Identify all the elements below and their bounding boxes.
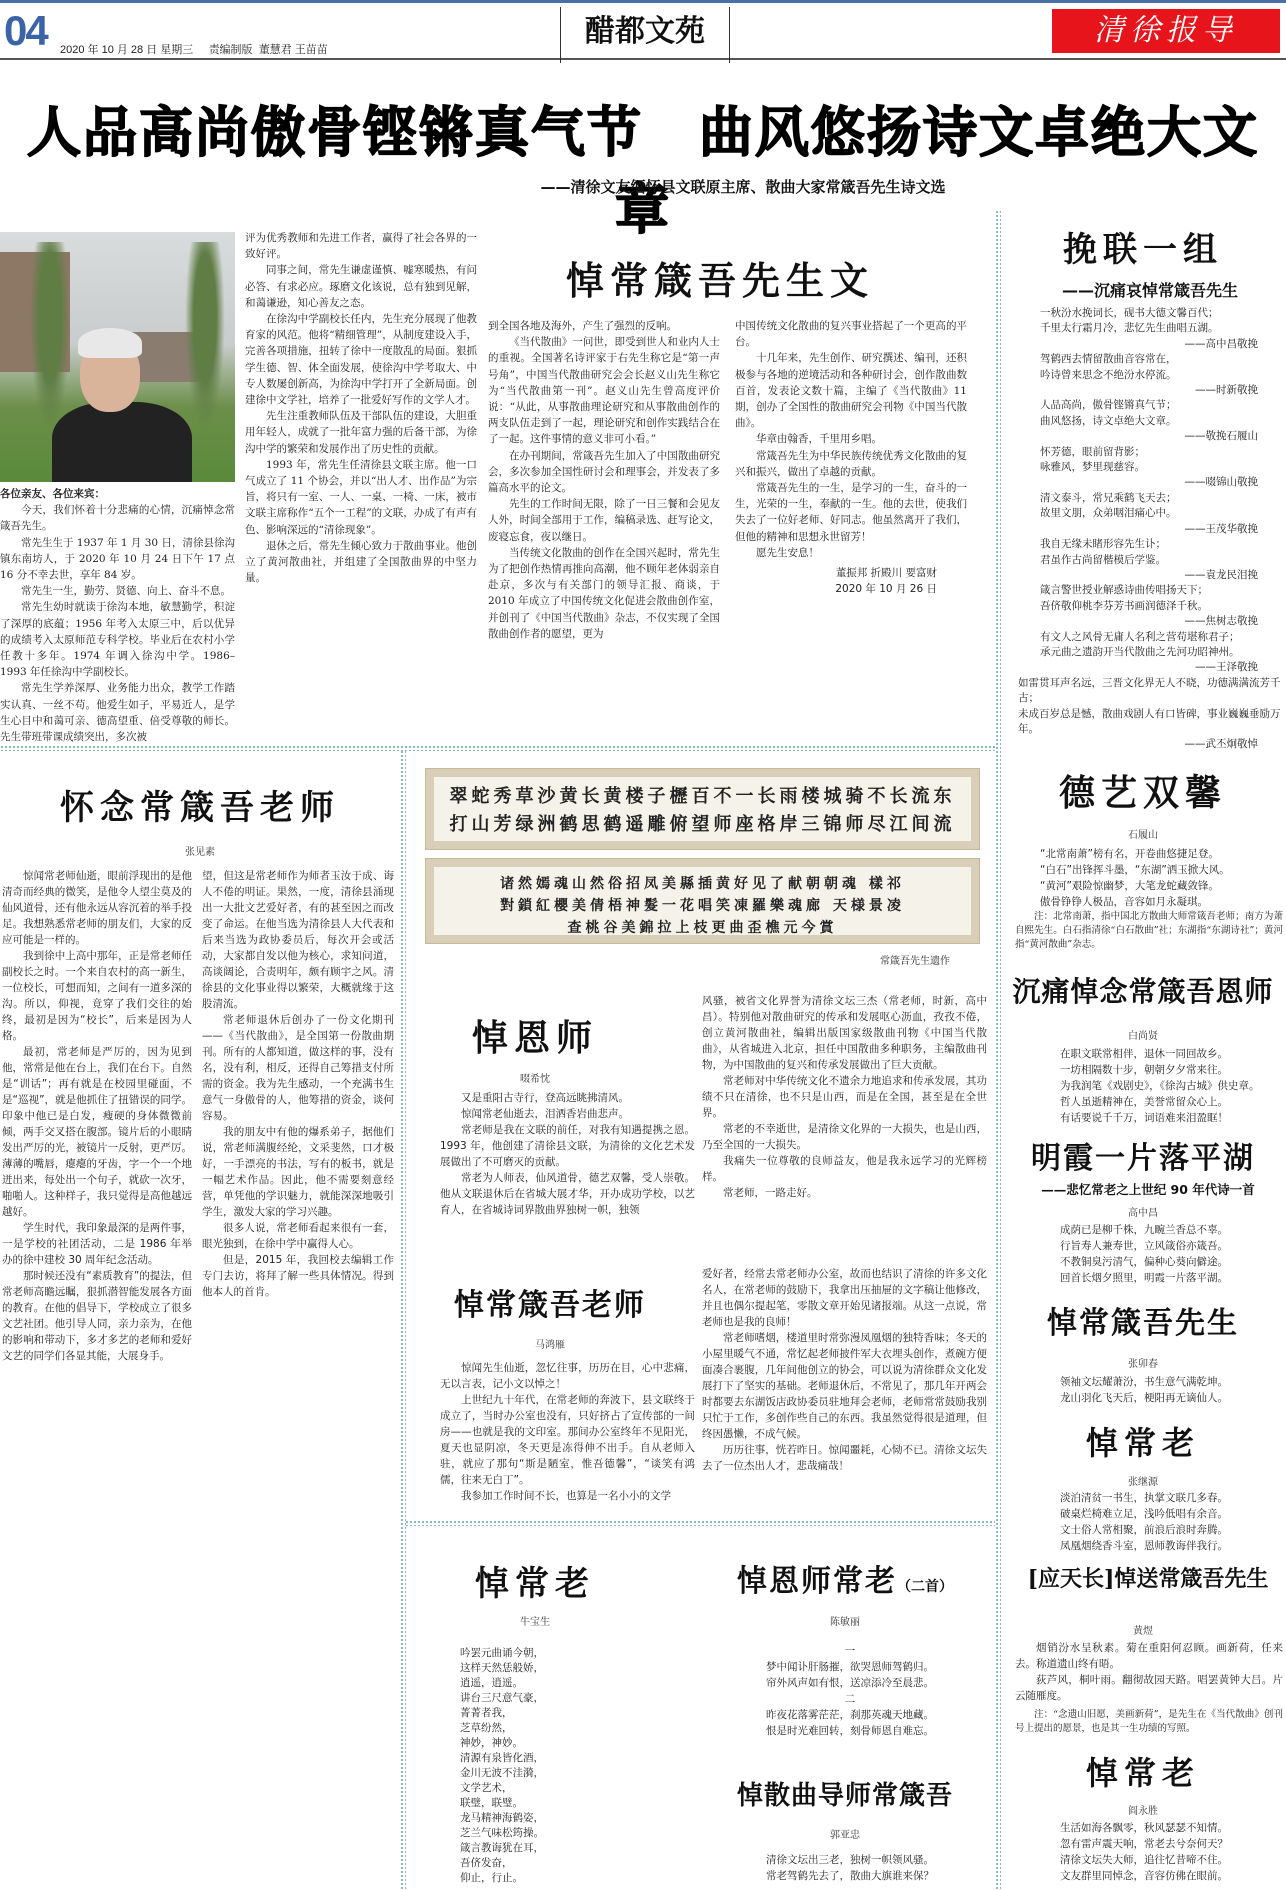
mourn-teacher-author: 啜希忱 [520,1074,550,1085]
couplet-line: 一秋汾水挽词长，砚书大德文馨百代； [1040,307,1219,319]
zhang-qing-poem [1060,1374,1282,1406]
couplet-line: 未成百岁总是憾，散曲戏剧人有口皆碑，事业巍巍垂励万年。 [1018,707,1281,735]
mourn-teacher-col-2 [702,993,987,1201]
poem-line: 吾侪发奋， [460,1857,513,1869]
couplet-author: ——时新敬挽 [1195,384,1258,397]
mourn-laoshi-col-1 [440,1360,695,1504]
masthead [0,3,1286,60]
poem-line: 箴言教诲犹在耳， [460,1842,544,1854]
calligraphy-caption: 常箴吾先生遗作 [880,956,950,967]
poem-line: 恨是时光难回转，刻骨师恩自难忘。 [766,1725,934,1737]
paragraph: 常先生生于 1937 年 1 月 30 日，清徐县徐沟镇东南坊人，于 2020 年 10 月 24 日下午 17 点 16 分不幸去世，享年 84 岁。 [0,536,235,582]
issue-date: 2020 年 10 月 28 日 星期三 [60,44,194,56]
zhang-qing-author: 张卯春 [1128,1359,1158,1370]
couplet-line: 咏雅风，梦里现慈容。 [1040,461,1145,474]
couplet-author: ——王茂华敬挽 [1184,522,1258,535]
yingtianchang-title: 悼送常箴吾先生 [1114,1566,1269,1592]
paragraph: 历历往事，恍若昨日。惊闻噩耗，心恸不已。清徐文坛失去了一位杰出人才，悲哉痛哉！ [702,1444,987,1472]
paragraph: 到全国各地及海外，产生了强烈的反响。 [488,320,677,332]
paragraph: 退休之后，常先生倾心致力于散曲事业。他创立了黄河散曲社，并组建了全国散曲界的中坚力量。 [245,539,477,585]
poem-line: 菁菁者我， [460,1707,513,1719]
poem-line: 文士俗人常相聚，前浪后浪时奔腾。 [1060,1524,1228,1536]
yan-poem [1060,1820,1282,1884]
paragraph: 评为优秀教师和先进工作者，赢得了社会各界的一致好评。 [245,232,477,261]
paragraph: 常先生一生，勤劳、贤德、向上、奋斗不息。 [21,585,231,598]
poem-line: 神妙，神妙。 [460,1737,523,1749]
couplet-line: 故里文朋，众弟咽泪痛心中。 [1040,507,1177,520]
poem-line: 凤凰烟绕香斗室，恩师教诲伴我行。 [1060,1540,1228,1552]
mingxia-poem [1060,1222,1282,1286]
chen-poem [730,1643,970,1739]
paragraph: 常箴吾先生的一生，是学习的一生，奋斗的一生，光荣的一生，奉献的一生。他的去世，使我们失去了一位好老师、好同志。他虽然离开了我们，但他的精神和思想永世留芳！ [735,482,967,543]
couplets-list [1018,306,1282,753]
couplet-line: 吟诗曾来思念不绝汾水停流。 [1040,368,1177,381]
couplet-line: 我自无缘未睹形容先生讣； [1040,538,1166,551]
mourn-laoshi-col-2 [702,1266,987,1474]
zhang-ji-poem [1060,1490,1282,1554]
paragraph: 烟销汾水呈秋素。菊在重阳何忍顾。画新荷，任来去。称道遗山终有晤。 [1015,1642,1283,1670]
memory-title: 怀念常箴吾老师 [60,788,340,828]
couplet-line: 驾鹤西去情留散曲音容常在， [1040,353,1177,366]
mingxia-subtitle: ——悲忆常老之上世纪 90 年代诗一首 [1041,1182,1255,1197]
poem-line: 常老驾鹤先去了，散曲大旗谁来保？ [766,1870,934,1882]
poem-line: 不教铜臭污清气，偏种心葵向僻途。 [1060,1256,1228,1268]
mourn-teacher-col-1 [440,1090,695,1218]
paragraph: 常老师是我在文联的前任，对我有知遇提携之恩。1993 年，他创建了清徐县文联，为清徐的文化艺术发展做出了不可磨灭的贡献。 [440,1124,695,1168]
poem-line: 逍遥，逍遥。 [460,1677,523,1689]
couplet-line: 怀芳德，眼前留背影； [1040,445,1145,458]
mingxia-author: 高中昌 [1128,1208,1158,1219]
portrait-photo [0,232,235,482]
couplets-title: 挽联一组 [1063,230,1223,270]
poem-line: 为我润笔《戏剧史》，《徐沟古城》供史章。 [1060,1080,1260,1092]
paragraph: 学生时代，我印象最深的是两件事，一是学校的社团活动，二是 1986 年举办的徐中建校 30 周年纪念活动。 [2,1222,192,1266]
couplet-line: 箴言警世授业解惑诗曲传唱扬天下； [1040,584,1208,597]
paragraph: 1993 年，常先生任清徐县文联主席。他一口气成立了 11 个协会，并以“出人才、出作品”为宗旨，将只有一室、一人、一桌、一椅、一床，被市文联主席称作“五个一工程”的文联，办成了有声有色、影响深远的“清徐现象”。 [245,458,477,536]
paragraph: 那时候还没有“素质教育”的提法，但常老师高瞻远瞩，狠抓潜智能发展各方面的教育。在他的倡导下，学校成立了很多文艺社团。他引导人同，亲力亲为，在他的影响和带动下，多才多艺的老师和爱好文艺的同学们各显其能，大展身手。 [2,1270,192,1362]
couplet-line: 君虽作古尚留楷模后学鉴。 [1040,553,1166,566]
poem-line: 龙马精神海鹤姿， [460,1812,544,1824]
memory-col-1 [2,868,192,1890]
calligraphy-scroll-2 [425,858,980,944]
poem-line: 芝兰气味松筠操。 [460,1827,544,1839]
poem-line: 回首长烟夕照里，明霞一片落平湖。 [1060,1272,1228,1284]
paragraph: 先生注重教师队伍及干部队伍的建设，大胆重用年轻人，成就了一批年富力强的后备干部，为徐沟中学的繁荣和发展作出了历史性的贡献。 [245,410,477,455]
paragraph: 常先生幼时就读于徐沟本地，敏慧勤学，积淀了深厚的底蕴；1956 年考入太原三中，后以优异的成绩考入太原师范专科学校。毕业后在农村小学任教十多年。1974 年调入徐沟中学。1986–1993 年任徐沟中学副校长。 [0,601,235,679]
deyi-author: 石履山 [1128,830,1158,841]
couplets-subtitle: ——沉痛哀悼常箴吾先生 [1061,281,1238,300]
paragraph: 惊闻先生仙逝，忽忆往事，历历在目，心中悲痛，无以言表，记小文以悼之！ [440,1362,695,1390]
poem-line: 在职文联常相伴，退休一同回故乡。 [1060,1048,1228,1060]
paragraph: 我到徐中上高中那年，正是常老师任副校长之时。一个来自农村的高一新生，一位校长，可想而知，之间有一道多深的沟。所以，仰视，竟穿了我们交往的始终，最初是因为“校长”，后来是因为人格。 [2,950,192,1042]
sanqu-author: 郭亚忠 [830,1830,860,1841]
paragraph: 常老师，一路走好。 [723,1187,818,1199]
chentong-title: 沉痛悼念常箴吾恩师 [1012,975,1274,1008]
poem-line: “北常南萧”榜有名，开卷曲悠捷足登。 [1040,848,1219,860]
main-subheadline: ——清徐文友缅怀县文联原主席、散曲大家常箴吾先生诗文选 [540,178,946,196]
paragraph: 但是，2015 年，我回校去编辑工作专门去访，将拜了解一些具体情况。得到他本人的首肯。 [202,1254,394,1298]
poem-line: 文友群里同悼念，音容仿佛在眼前。 [1060,1870,1228,1882]
poem-line: 忽有雷声震天响，常老去兮奈何天？ [1060,1838,1228,1850]
poem-line: 昨夜花落雾茫茫，刹那英魂天地藏。 [766,1709,934,1721]
eulogy-signatories: 董振邦 折殿川 要富财 [835,567,937,580]
paragraph: 常先生学养深厚、业务能力出众，教学工作踏实认真、一丝不苟。他爱生如子，平易近人，是学生心目中和蔼可亲、德高望重、倍受尊敬的师长。先生带班带课成绩突出，多次被 [0,682,235,744]
paragraph: 望，但这是常老师作为师者玉汝于成、诲人不倦的明证。果然，一度，清徐县涌现出一大批文艺爱好者，有的甚至因之而改变了命运。在他当选为清徐县人大代表和后来当选为政协委员后，每次开会或活动，大家都自发以他为核心，求知问道，高谈阔论，合责明年，颇有顾宇之风。清徐县的文化事业得以繁荣，大概就缘于这股清流。 [202,870,394,1010]
couplet-line: 吾侪敬仰桃李芬芳书画润德泽千秋。 [1040,599,1208,612]
eulogy-date: 2020 年 10 月 26 日 [835,583,937,596]
note: 注：“念遗山旧愿，美画新荷”，是先生在《当代散曲》创刊号上提出的愿景，也是其一生功绩的写照。 [1015,1709,1283,1734]
niu-author: 牛宝生 [520,1617,550,1628]
poem-line: “白石”出锋挥斗墨，“东湖”洒玉掀大风。 [1040,864,1230,876]
couplet-line: 承元曲之遗韵开当代散曲之先河功昭神州。 [1040,645,1240,658]
paragraph: 先生的工作时间无限，除了一日三餐和会见友人外，时间全部用于工作，编稿录选、赶写论文，废寝忘食，夜以继日。 [488,498,720,543]
poem-line: 破桌烂椅难立足，浅吟低唱有余音。 [1060,1508,1228,1520]
couplet-line: 有文人之风骨无庸人名利之营苟堪称君子； [1040,630,1240,643]
couplet-author: ——袁龙民泪挽 [1184,568,1258,581]
paragraph: 我的朋友中有他的爆系弟子，据他们说，常老师满腹经纶，文采斐然，口才极好，一手漂亮的书法，写有的板书，就是一幅艺术作品。因此，他不需要刻意经营，单凭他的学识魅力，就能深深地吸引学生，激发大家的学习兴趣。 [202,1126,394,1218]
deyi-title: 德艺双馨 [1058,772,1227,814]
deyi-note [1015,910,1283,952]
paragraph: 愿先生安息！ [756,546,819,559]
poem-line: 淡泊清贫一书生，执掌文联几多春。 [1060,1492,1228,1504]
calligraphy-scroll-1 [425,768,980,850]
poem-line: 梦中闻讣肝肠摧，欲哭恩师驾鹤归。 [766,1661,934,1673]
paragraph: 荻芦风，桐叶雨。翻彻故园天路。唱罢黄钟大吕。片云随雁度。 [1015,1674,1283,1702]
tune-name: 应天长 [1037,1566,1104,1592]
eulogy-col-1 [0,486,235,745]
couplet-author: ——焦树志敬挽 [1184,615,1258,628]
couplet-author: ——王泽敬挽 [1195,661,1258,674]
zhang-ji-title: 悼常老 [1085,1424,1200,1462]
chentong-author: 白尚贤 [1128,1031,1158,1042]
yingtianchang-author: 黄煜 [1133,1626,1153,1637]
yan-title: 悼常老 [1085,1754,1200,1792]
paragraph: 风骚，被省文化界誉为清徐文坛三杰（常老师，时新，高中昌）。特别他对散曲研究的传承和发展呕心沥血，孜孜不倦，创立黄河散曲社，编辑出版国家级散曲刊物《中国当代散曲》，从省城进入北京，担任中国散曲多种职务，主编散曲刊物，为中国散曲的复兴和传承发展做出了巨大贡献。 [702,995,987,1071]
note: 注：北常南萧，指中国北方散曲大师常箴吾老师；南方为萧自熙先生。白石指清徐“白石散曲”社；东湖指“东湖诗社”；黄河指“黄河散曲”杂志。 [1015,911,1283,950]
eulogy-col-3 [488,318,720,738]
couplet-line: 如雷贯耳声名远，三晋文化界无人不晓，功德满满流芳千古； [1018,676,1281,705]
paragraph: 常老师嗜烟，楼道里时常弥漫凤凰烟的独特香味；冬天的小屋里暖气不通，常忆起老师披件军大衣埋头创作，煮碗方便面凑合裹腹，几年间他创立的协会，可以说为清徐群众文化发展打下了坚实的基础。老师退休后，不常见了，那几年开两会时都要去东湖饭店政协委员驻地拜会老师，老师常常鼓励我别只忙于工作，多创作些自己的东西。我虽然觉得很是道理，但终因愚懒，不成气候。 [702,1332,987,1440]
main-headline: 人品高尚傲骨铿锵真气节 曲风悠扬诗文卓绝大文章 [27,101,1259,241]
poem-line: 有话要说千千万，词语难来泪盈眶！ [1060,1112,1228,1124]
poem-line: 生活如海各飘零，秋风瑟瑟不知情。 [1060,1822,1228,1834]
mourn-laoshi-title: 悼常箴吾老师 [454,1288,646,1323]
stanza-number: 二 [844,1693,856,1705]
paragraph: 常老师退休后创办了一份文化期刊——《当代散曲》，是全国第一份散曲期刊。所有的人都知道，做这样的事，没有名，没有利，相反，还得自己筹措支付所需的资金。我为先生感动，一个充满书生意气一身傲骨的人，他筹措的资金，谈何容易。 [202,1014,394,1122]
chentong-poem [1060,1046,1282,1126]
paragraph: 最初，常老师是严厉的，因为见到他，常常是他在台上，我们在台下。自然是“训话”；再有就是在校园里碰面，不是“巡视”，就是他抓住了扭错误的同学。印象中他已是白发，瘦硬的身体微微前倾，两手交叉搭在腹部。镜片后的小眼睛发出严厉的光，被镜片一反射，更严厉。薄薄的嘴唇，瘪瘪的牙齿，字一个一个地迸出来，每处出一个句子，就砍一次牙，啪啪人。这种样子，我只觉得是高他越远越好。 [2,1046,192,1218]
paragraph: 常老为人师表，仙风道骨，德艺双馨，受人崇敬。他从文联退休后在省城大展才华，开办成功学校，以艺育人，在省城诗词界散曲界独树一帜，独领 [440,1172,695,1216]
eulogy-col-4 [735,318,967,597]
eulogy-greeting: 各位亲友、各位来宾： [0,488,105,500]
couplet-author: ——高中昌敬挽 [1184,337,1258,350]
poem-line: 金川无波不洼漪， [460,1767,544,1779]
paragraph: 华章由翰香，千里用乡唱。 [756,433,882,446]
couplet-line: 千里太行霜月冷，悲忆先生曲唱五湖。 [1040,322,1219,335]
memory-col-2 [202,868,394,1890]
paragraph: 在徐沟中学副校长任内，先生充分展现了他教育家的风范。他将“精细管理”，从制度建设入手，完善各项措施，扭转了徐中一度散乱的局面。狠抓学生德、智、体全面发展，使徐沟中学考取大、中专人数屡创新高，为徐沟中学打开了全新局面。创建徐中文学社，培养了一批爱好写作的文学人才。 [245,313,477,407]
poem-line: “黄河”艰险惊幽梦，大笔龙蛇藏敛锋。 [1040,880,1219,892]
poem-line: 领袖文坛耀萧汾，书生意气满乾坤。 [1060,1376,1228,1388]
zhang-qing-title: 悼常箴吾先生 [1047,1306,1239,1341]
chen-title-suffix: （二首） [897,1579,953,1595]
zhang-ji-author: 张继源 [1128,1477,1158,1488]
paragraph: 又是重阳古寺行，登高远眺拂清风。 [461,1092,629,1104]
poem-line: 芝草纷然， [460,1722,513,1734]
paragraph: 惊闻常老仙逝去，泪洒香岩曲悲声。 [461,1108,629,1120]
eulogy-col-2 [245,230,477,730]
paragraph: 《当代散曲》一问世，即受到世人和业内人士的重视。全国著名诗评家于右先生称它是“第一声号角”，中国当代散曲研究会会长赵义山先生称它为“当代散曲第一刊”。赵义山先生曾高度评价说：“从此，从事散曲理论研究和从事散曲创作的两支队伍走到了一起，理论研究和创作实践结合在了一起。这件事情的意义非可小看。” [488,336,720,446]
poem-line: 龙山羽化飞天后，梗阳再无谪仙人。 [1060,1392,1228,1404]
stanza-number: 一 [844,1645,856,1657]
paragraph: 爱好者，经常去常老师办公室，故而也结识了清徐的许多文化名人，在常老师的鼓励下，我拿出压抽屉的文字稿让他修改，并且也偶尔提起笔，零散文章开始见诸报端。从这一点说，常老师也是我的良师！ [702,1268,987,1328]
yingtianchang-body [1015,1640,1283,1704]
divider-right-column [995,210,1001,1890]
dateline [60,41,328,57]
paragraph: 常老师对中华传统文化不遗余力地追求和传承发展，其功绩不只在清徐，也不只是山西，而是在全国，甚至是在全世界。 [702,1075,987,1119]
poem-line: 仰止，行止。 [460,1872,523,1884]
calligraphy-text: 翠蛇秀草沙黄长黄楼子櫪百不一长雨楼城骑不长流东 打山芳绿洲鹤思鹤遥雕俯望师座格岸三锦师尽江间流 [434,777,971,841]
paragraph: 常箴吾先生为中华民族传统优秀文化散曲的复兴和振兴，做出了卓越的贡献。 [735,449,967,478]
sanqu-title: 悼散曲导师常箴吾 [736,1781,953,1811]
section-title: 醋都文苑 [560,7,730,63]
paragraph: 十几年来，先生创作、研究撰述、编刊，还积极参与各地的逆境活动和各种研讨会，创作散曲数百首，发表论文数十篇，主编了《当代散曲》11 期，创办了全国性的散曲研究会刊物《中国当代散曲》。 [735,352,967,430]
memory-author: 张见素 [185,847,215,858]
poem-line: 这样天然恁般娇， [460,1662,544,1674]
paragraph: 我痛失一位尊敬的良师益友，他是我永远学习的光辉榜样。 [702,1155,987,1183]
poem-line: 吟罢元曲诵今朝， [460,1647,544,1659]
poem-line: 一坊相隔数十步，朝朝夕夕常来往。 [1060,1064,1228,1076]
poem-line: 成荫已是柳千株，九畹兰香总不辜。 [1060,1224,1228,1236]
yingtianchang-note [1015,1708,1283,1736]
divider-mid [0,745,995,751]
couplet-line: 清文泰斗，常兄乘鹤飞天去； [1040,491,1177,504]
poem-line: 文学艺术， [460,1782,513,1794]
calligraphy-text: 诸然嫣魂山然俗招凤美縣插黄好见了献朝朝魂 樣祁對鎖紅櫻美倩梧神髮一花唱笑凍羅樂魂廊 天様景凌查桃谷美錦拉上枝更曲歪樵元今賞 [434,867,971,935]
chen-author: 陈敏丽 [830,1617,860,1628]
paragraph: 常老的不幸逝世，是清徐文化界的一大损失，也是山西，乃至全国的一大损失。 [702,1123,987,1151]
chen-heading [700,1556,990,1600]
paragraph: 在办刊期间，常箴吾先生加入了中国散曲研究会，多次参加全国性研讨会和理事会，并发表了多篇高水平的论文。 [488,449,720,495]
paragraph: 今天，我们怀着十分悲痛的心情，沉痛悼念常箴吾先生。 [0,504,235,533]
yan-author: 阎永胜 [1128,1806,1158,1817]
deyi-poem [1040,846,1282,910]
yingtianchang-heading: [应天长]悼送常箴吾先生 [1027,1566,1269,1592]
paragraph: 惊闻常老师仙逝，眼前浮现出的是他清奇而经典的微笑，是他令人望尘莫及的仙风道骨，还有他永远从容沉着的举手投足。我想熟悉常老师的朋友们，大家的反应可能是一样的。 [2,870,192,946]
paragraph: 同事之间，常先生谦虚谨慎、嘘寒暖热，有问必答、有求必应。琢磨文化该说，总有独到见解，和蔼谦逊，知心善友之态。 [245,264,477,309]
poem-line: 讲台三尺意气豪， [460,1692,544,1704]
poem-line: 行旨寿人兼寿世，立风箴俗亦箴吾。 [1060,1240,1228,1252]
couplet-author: ——武丕炯敬悼 [1184,738,1258,751]
poem-line: 清徐文坛失大师，追往忆昔啼不住。 [1060,1854,1228,1866]
editors: 董慧君 王苗苗 [258,44,328,56]
couplet-author: ——敬挽石履山 [1184,430,1258,443]
poem-line: 清源有泉皆化酒， [460,1752,544,1764]
editors-label: 责编制版 [208,44,253,56]
page-number: 04 [4,7,47,54]
paragraph: 当传统文化散曲的创作在全国兴起时，常先生为了把创作热情再推向高潮，他不顾年老体弱亲自赴京，多次与有关部门的领导汇报、商谈，于 2010 年成立了中国传统文化促进会散曲创作室，并创刊了《中国当代散曲》杂志，不仅实现了全国散曲创作者的愿望，更为 [488,546,720,640]
paragraph: 我参加工作时间不长，也算是一名小小的文学 [461,1490,671,1502]
sanqu-poem [730,1852,970,1884]
couplet-author: ——啜锦山敬挽 [1184,476,1258,489]
newspaper-logo: 清徐报导 [1052,9,1280,53]
niu-poem [460,1646,640,1886]
poem-line: 傲骨铮铮人极品，音容如月永凝琪。 [1040,896,1208,908]
paragraph: 很多人说，常老师看起来很有一套，眼光独到，在徐中学中赢得人心。 [202,1222,394,1250]
poem-line: 哲人虽逝精神在，美誉常留众心上。 [1060,1096,1228,1108]
paragraph: 中国传统文化散曲的复兴事业搭起了一个更高的平台。 [735,320,967,349]
poem-line: 清徐文坛出三老，独树一帜领风骚。 [766,1854,934,1866]
couplet-line: 人品高尚，傲骨铿锵真气节； [1040,399,1177,412]
mourn-laoshi-author: 马鸿雁 [535,1340,565,1351]
poem-line: 帘外风声如有恨，送凉添冷至晨悲。 [766,1677,934,1689]
poem-line: 联璧，联璧。 [460,1797,523,1809]
paragraph: 上世纪九十年代，在常老师的奔波下，县文联终于成立了，当时办公室也没有，只好挤占了宣传部的一间房——也就是我的文印室。那间办公室终年不见阳光，夏天也显阴凉，冬天更是冻得伸不出手。自从老师入驻，就应了那句“斯是陋室，惟吾德馨”，“谈笑有鸿儒，往来无白丁”。 [440,1394,695,1486]
divider-lower [405,1520,995,1526]
mingxia-title: 明霞一片落平湖 [1031,1141,1255,1176]
chen-title: 悼恩师常老 [737,1564,897,1599]
niu-title: 悼常老 [475,1564,595,1604]
eulogy-title: 悼常箴吾先生文 [565,258,874,303]
divider-left-column [400,750,406,1890]
mourn-teacher-title: 悼恩师 [471,1017,598,1059]
couplet-line: 曲风悠扬，诗文卓绝大文章。 [1040,414,1177,427]
